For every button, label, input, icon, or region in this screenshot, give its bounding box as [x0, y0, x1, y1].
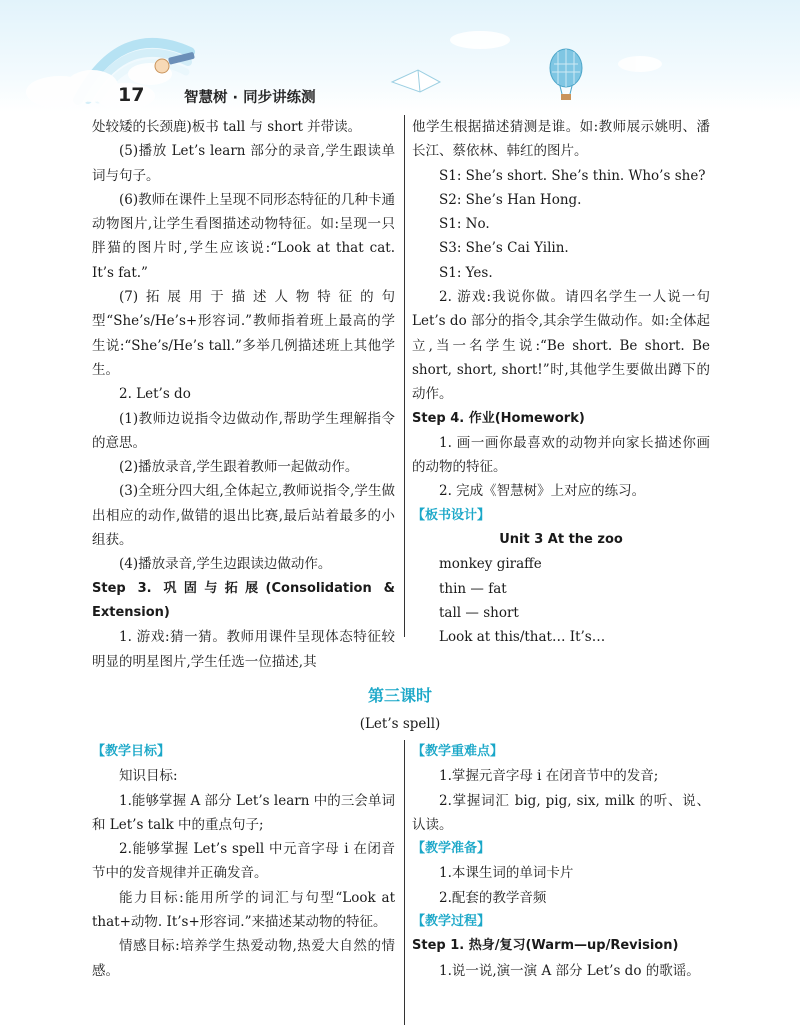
paragraph: 他学生根据描述猜测是谁。如:教师展示姚明、潘长江、蔡依林、韩红的图片。 — [412, 119, 710, 160]
step-heading: Step 1. 热身/复习(Warm—up/Revision) — [412, 938, 679, 954]
dialog-line: S1: She’s short. She’s thin. Who’s she? — [439, 167, 706, 184]
paragraph: 1. 画一画你最喜欢的动物并向家长描述你画的动物的特征。 — [412, 434, 710, 476]
paragraph: 2.能够掌握 Let’s spell 中元音字母 i 在闭音节中的发音规律并正确发音。 — [92, 841, 395, 882]
board-line: thin — fat — [439, 580, 507, 597]
board-title: Unit 3 At the zoo — [499, 532, 623, 548]
paragraph: 1.本课生词的单词卡片 — [439, 865, 574, 882]
paragraph: (5)播放 Let’s learn 部分的录音,学生跟读单词与句子。 — [92, 143, 395, 184]
paragraph: (2)播放录音,学生跟着教师一起做动作。 — [119, 459, 359, 476]
paragraph: (7)拓展用于描述人物特征的句型“She’s/He’s+形容词.”教师指着班上最高的学生说:“She’s/He’s tall.”多举几例描述班上其他学生。 — [92, 289, 395, 378]
board-line: tall — short — [439, 604, 519, 621]
paragraph: (4)播放录音,学生边跟读边做动作。 — [119, 556, 332, 573]
page-number: 17 — [118, 84, 145, 106]
board-line: monkey giraffe — [439, 556, 542, 573]
lesson-title: 第三课时 — [367, 686, 432, 705]
paragraph: 1.掌握元音字母 i 在闭音节中的发音; — [439, 768, 659, 785]
bottom-left-column — [92, 740, 395, 983]
dialog-line: S3: She’s Cai Yilin. — [439, 240, 569, 257]
paragraph: 能力目标:能用所学的词汇与句型“Look at that+动物. It’s+形容词.”来描述某动物的特征。 — [92, 889, 395, 931]
step-heading: Step 4. 作业(Homework) — [412, 410, 585, 426]
paragraph: 处较矮的长颈鹿)板书 tall 与 short 并带读。 — [92, 119, 362, 135]
book-title: 智慧树 · 同步讲练测 — [184, 90, 316, 106]
paragraph: (3)全班分四大组,全体起立,教师说指令,学生做出相应的动作,做错的退出比赛,最后站着最多的小组获。 — [92, 483, 395, 549]
kite-icon — [392, 70, 440, 92]
paragraph: (6)教师在课件上呈现不同形态特征的几种卡通动物图片,让学生看图描述动物特征。如:呈现一只胖猫的图片时,学生应该说:“Look at that cat. It’s fat.” — [92, 191, 395, 281]
paragraph: 1.说一说,演一演 A 部分 Let’s do 的歌谣。 — [439, 962, 700, 979]
paragraph: 2. Let’s do — [119, 386, 191, 403]
dialog-line: S2: She’s Han Hong. — [439, 191, 582, 208]
step-heading: Step 3. 巩固与拓展(Consolidation & Extension) — [92, 580, 395, 620]
paragraph: 2. 游戏:我说你做。请四名学生一人说一句 Let’s do 部分的指令,其余学生做动作。如:全体起立,当一名学生说:“Be short. Be short. Be short, short, short!”时,其他学生要做出蹲下的动作。 — [412, 289, 710, 403]
paragraph: 1. 游戏:猜一猜。教师用课件呈现体态特征较明显的明星图片,学生任选一位描述,其 — [92, 629, 395, 670]
section-tag: 【教学目标】 — [92, 744, 171, 759]
paragraph: 1.能够掌握 A 部分 Let’s learn 中的三会单词和 Let’s talk 中的重点句子; — [92, 792, 395, 833]
paragraph: 知识目标: — [119, 768, 178, 785]
paragraph: 2.配套的教学音频 — [439, 889, 547, 906]
top-left-column — [92, 115, 395, 674]
section-tag: 【教学准备】 — [412, 841, 491, 857]
lesson-subtitle: (Let’s spell) — [359, 716, 441, 732]
section-tag: 【教学过程】 — [412, 914, 491, 930]
board-line: Look at this/that… It’s… — [439, 629, 606, 646]
bottom-right-column — [412, 740, 710, 983]
section-tag: 【板书设计】 — [412, 507, 491, 523]
paragraph: 情感目标:培养学生热爱动物,热爱大自然的情感。 — [92, 938, 395, 979]
balloon-icon — [550, 49, 582, 100]
paragraph: 2.掌握词汇 big, pig, six, milk 的听、说、认读。 — [412, 792, 710, 833]
column-divider — [404, 115, 405, 637]
page-header — [0, 0, 800, 112]
section-tag: 【教学重难点】 — [412, 744, 504, 759]
paragraph: 2. 完成《智慧树》上对应的练习。 — [439, 483, 646, 500]
column-divider — [404, 740, 405, 1025]
top-right-column — [412, 115, 710, 650]
paragraph: (1)教师边说指令边做动作,帮助学生理解指令的意思。 — [92, 410, 395, 451]
dialog-line: S1: No. — [439, 216, 490, 233]
dialog-line: S1: Yes. — [439, 264, 493, 281]
